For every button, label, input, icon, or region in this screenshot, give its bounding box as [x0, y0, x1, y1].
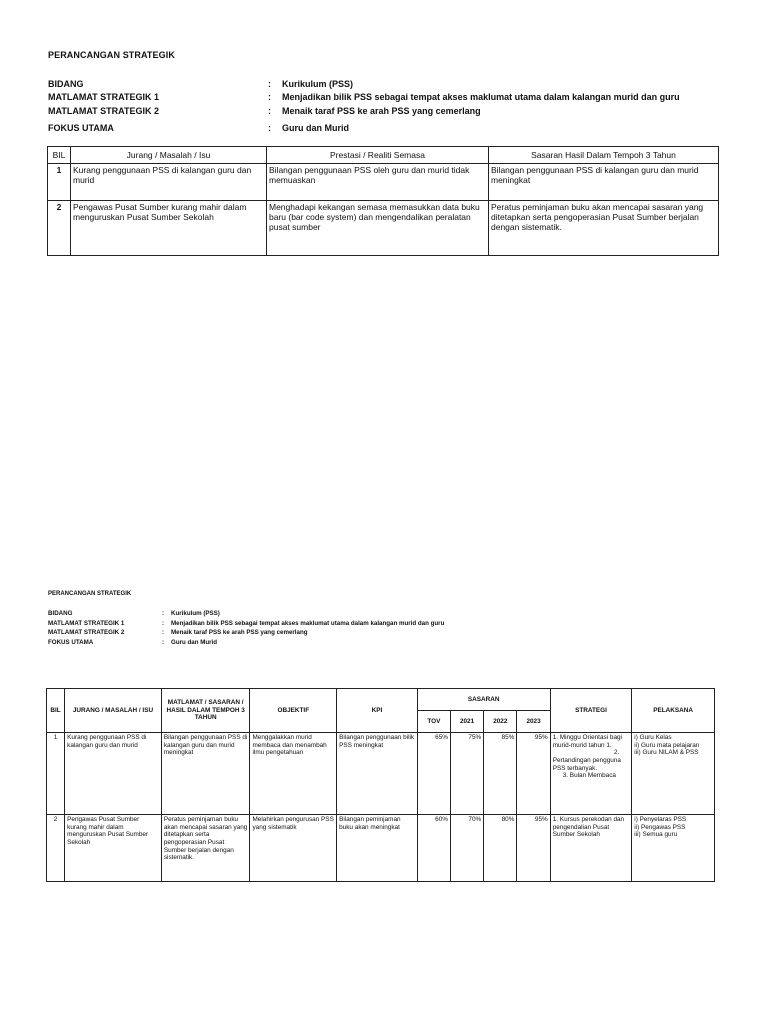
meta-row-matlamat-2 [48, 628, 718, 638]
cell-prestasi: Menghadapi kekangan semasa memasukkan data buku baru (bar code system) dan mengendalikan peralatan pusat sumber [267, 201, 489, 256]
table-row [48, 164, 719, 201]
meta-block [48, 77, 718, 135]
meta-row-fokus [48, 122, 718, 136]
strategi-line: 1. Kursus perekodan dan pengendalian Pusat Sumber Sekolah [552, 816, 625, 839]
cell-pelaksana [632, 815, 715, 882]
cell-tov: 60% [417, 815, 450, 882]
meta-value: Kurikulum (PSS) [171, 610, 220, 618]
page-title: PERANCANGAN STRATEGIK [48, 50, 175, 60]
cell-sasaran: Peratus peminjaman buku akan mencapai sasaran yang ditetapkan serta pengoperasian Pusat Sumber berjalan dengan sistematik. [489, 201, 719, 256]
col-header-sasaran: SASARAN [417, 689, 550, 711]
cell-bil: 1 [48, 164, 71, 201]
meta-key: BIDANG [48, 78, 84, 89]
strategi-line: 3. Bulan Membaca [562, 772, 616, 780]
cell-sasaran: Bilangan penggunaan PSS di kalangan guru dan murid meningkat [489, 164, 719, 201]
cell-2021: 70% [450, 815, 483, 882]
col-header-tov: TOV [417, 711, 450, 733]
meta-value: Menjadikan bilik PSS sebagai tempat akses maklumat utama dalam kalangan murid dan guru [282, 92, 680, 103]
meta-colon: : [268, 78, 271, 89]
strategi-line: 2. [613, 749, 620, 757]
strategy-table [46, 688, 715, 882]
meta-colon: : [162, 619, 165, 627]
cell-prestasi: Bilangan penggunaan PSS oleh guru dan murid tidak memuaskan [267, 164, 489, 201]
meta-value: Kurikulum (PSS) [282, 78, 354, 89]
table-row [47, 733, 715, 815]
col-header-pelaksana: PELAKSANA [632, 689, 715, 733]
meta-key: FOKUS UTAMA [48, 123, 114, 134]
cell-kpi: Bilangan penggunaan bilik PSS meningkat [337, 733, 418, 815]
cell-kpi: Bilangan peminjaman buku akan meningkat [337, 815, 418, 882]
meta-row-fokus [48, 638, 718, 648]
table-row [47, 815, 715, 882]
issues-table [47, 146, 719, 256]
cell-matlamat: Peratus peminjaman buku akan mencapai sasaran yang ditetapkan serta pengoperasian Pusat Sumber berjalan dengan sistematik. [161, 815, 250, 882]
meta-value: Menaik taraf PSS ke arah PSS yang cemerlang [171, 629, 308, 637]
cell-2022: 80% [484, 815, 517, 882]
col-header-bil: BIL [48, 147, 71, 164]
col-header-bil: BIL [47, 689, 65, 733]
cell-bil: 2 [47, 815, 65, 882]
cell-isu: Kurang penggunaan PSS di kalangan guru dan murid [65, 733, 162, 815]
col-header-objektif: OBJEKTIF [250, 689, 337, 733]
cell-isu: Kurang penggunaan PSS di kalangan guru dan murid [71, 164, 267, 201]
meta-key: BIDANG [48, 610, 73, 618]
pelaksana-line: iii) Guru NILAM & PSS [634, 749, 699, 757]
meta-colon: : [268, 105, 271, 116]
meta-key: FOKUS UTAMA [48, 638, 94, 646]
meta-colon: : [162, 610, 165, 618]
meta-colon: : [162, 638, 165, 646]
meta-value: Menaik taraf PSS ke arah PSS yang cemerlang [282, 105, 481, 116]
meta-key: MATLAMAT STRATEGIK 1 [48, 619, 125, 627]
table-row [48, 201, 719, 256]
meta-row-bidang [48, 609, 718, 619]
strategi-line: 1. Minggu Orientasi bagi murid-murid tahun 1. [552, 734, 622, 749]
col-header-kpi: KPI [337, 689, 418, 733]
meta-row-matlamat-2 [48, 104, 718, 118]
cell-strategi [550, 815, 632, 882]
cell-objektif: Melahirkan pengurusan PSS yang sistematik [250, 815, 337, 882]
meta-row-matlamat-1 [48, 91, 718, 105]
meta-row-bidang [48, 77, 718, 91]
meta-value: Guru dan Murid [282, 123, 349, 134]
meta-value: Menjadikan bilik PSS sebagai tempat akses maklumat utama dalam kalangan murid dan guru [171, 619, 445, 627]
cell-matlamat: Bilangan penggunaan PSS di kalangan guru dan murid meningkat [161, 733, 250, 815]
meta-colon: : [268, 92, 271, 103]
col-header-prestasi: Prestasi / Realiti Semasa [267, 147, 489, 164]
cell-objektif: Menggalakkan murid membaca dan menambah ilmu pengetahuan [250, 733, 337, 815]
pelaksana-line: ii) Guru mata pelajaran [634, 741, 700, 749]
col-header-isu: JURANG / MASALAH / ISU [65, 689, 162, 733]
strategic-plan-section-1 [48, 50, 718, 135]
cell-bil: 2 [48, 201, 71, 256]
pelaksana-line: iii) Semua guru [634, 831, 678, 839]
cell-bil: 1 [47, 733, 65, 815]
col-header-2021: 2021 [450, 711, 483, 733]
meta-block [48, 609, 718, 647]
col-header-isu: Jurang / Masalah / Isu [71, 147, 267, 164]
strategi-line: Pertandingan pengguna PSS terbanyak. [552, 757, 621, 772]
pelaksana-line: i) Guru Kelas [634, 734, 672, 741]
col-header-strategi: STRATEGI [550, 689, 632, 733]
meta-colon: : [268, 123, 271, 134]
cell-2021: 75% [450, 733, 483, 815]
col-header-2022: 2022 [484, 711, 517, 733]
cell-tov: 65% [417, 733, 450, 815]
cell-isu: Pengawas Pusat Sumber kurang mahir dalam menguruskan Pusat Sumber Sekolah [65, 815, 162, 882]
col-header-matlamat: MATLAMAT / SASARAN / HASIL DALAM TEMPOH 3 TAHUN [161, 689, 250, 733]
table-header-row [47, 689, 715, 711]
meta-colon: : [162, 629, 165, 637]
table-header-row [48, 147, 719, 164]
cell-2022: 85% [484, 733, 517, 815]
col-header-sasaran: Sasaran Hasil Dalam Tempoh 3 Tahun [489, 147, 719, 164]
meta-row-matlamat-1 [48, 619, 718, 629]
cell-2023: 95% [517, 733, 550, 815]
meta-value: Guru dan Murid [171, 638, 218, 646]
strategic-plan-section-2 [48, 591, 718, 647]
cell-pelaksana [632, 733, 715, 815]
pelaksana-line: ii) Pengawas PSS [634, 823, 686, 831]
meta-key: MATLAMAT STRATEGIK 1 [48, 92, 159, 103]
cell-isu: Pengawas Pusat Sumber kurang mahir dalam menguruskan Pusat Sumber Sekolah [71, 201, 267, 256]
cell-strategi [550, 733, 632, 815]
meta-key: MATLAMAT STRATEGIK 2 [48, 105, 159, 116]
cell-2023: 95% [517, 815, 550, 882]
meta-key: MATLAMAT STRATEGIK 2 [48, 629, 125, 637]
col-header-2023: 2023 [517, 711, 550, 733]
pelaksana-line: i) Penyelaras PSS [634, 816, 687, 823]
page-title: PERANCANGAN STRATEGIK [48, 591, 132, 597]
